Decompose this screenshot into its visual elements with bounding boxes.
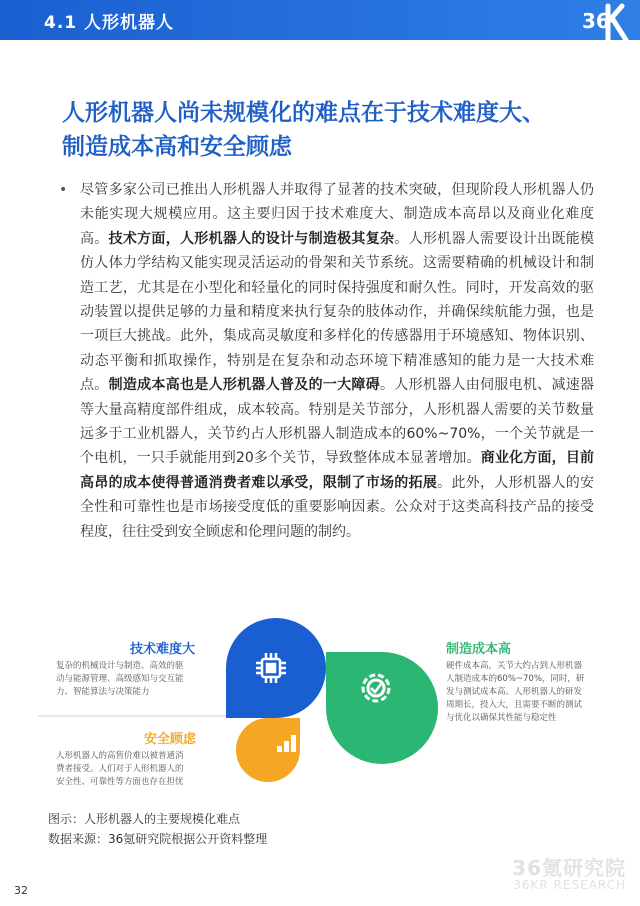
page-headline	[62, 96, 622, 164]
difficulty-figure	[0, 610, 640, 805]
body-text-2: 。人形机器人需要设计出既能模仿人体力学结构又能实现灵活运动的骨架和关节系统。这需要精确的机械设计和制造工艺，尤其是在小型化和轻量化的同时保持强度和耐久性。同时，开发高效的驱动装置以提供足够的力量和精度来执行复杂的肢体动作，并确保续航能力强，也是一项巨大挑战。此外，集成高灵敏度和多样化的传感器用于环境感知、物体识别、动态平衡和抓取操作，特别是在复杂和动态环境下精准感知的能力是一大技术难点。	[80, 230, 595, 394]
safety-petal	[236, 718, 300, 782]
page-number: 32	[14, 884, 28, 897]
cost-desc-line-5: 与优化以确保其性能与稳定性	[446, 713, 557, 723]
tech-desc-line-2: 动与能源管理、高级感知与交互能	[56, 674, 184, 684]
cost-desc-line-3: 发与测试成本高。人形机器人的研发	[446, 687, 583, 697]
body-paragraph	[80, 178, 594, 544]
section-title: 4.1 人形机器人	[44, 13, 175, 33]
headline-line-2: 制造成本高和安全顾虑	[62, 134, 292, 160]
body-text-3: 。人形机器人由伺服电机、减速器等大量高精度部件组成，成本较高。特别是关节部分，人形机器人需要的关节数量远多于工业机器人，关节约占人形机器人制造成本的60%~70%，一个关节就是一个电机，一只手就能用到20多个关节，导致整体成本显著增加。	[80, 377, 595, 467]
safety-desc-line-3: 安全性、可靠性等方面也存在担忧	[56, 777, 184, 787]
tech-description	[56, 660, 236, 699]
body-bold-commercial: 商业化方面，目前高昂的成本使得普通消费者难以承受，限制了市场的拓展	[80, 450, 594, 491]
body-bold-cost: 制造成本高也是人形机器人普及的一大障碍	[108, 377, 381, 394]
tech-desc-line-3: 力、智能算法与决策能力	[56, 687, 150, 697]
watermark-en: 36KR RESEARCH	[513, 878, 626, 892]
safety-title: 安全顾虑	[144, 732, 197, 747]
header-bar	[0, 0, 640, 40]
cost-title: 制造成本高	[446, 642, 512, 657]
watermark-cn: 36氪研究院	[512, 856, 626, 880]
svg-text:36: 36	[582, 9, 610, 33]
safety-desc-line-1: 人形机器人的高售价难以被普通消	[56, 751, 184, 761]
36kr-logo	[560, 0, 630, 40]
safety-description	[56, 750, 236, 789]
cost-desc-line-1: 硬件成本高，关节大约占到人形机器	[446, 661, 583, 671]
body-bold-tech: 技术方面，人形机器人的设计与制造极其复杂	[108, 230, 395, 247]
data-source: 数据来源：36氪研究院根据公开资料整理	[48, 832, 268, 846]
cost-description	[446, 660, 616, 725]
tech-title: 技术难度大	[130, 642, 196, 657]
cost-desc-line-2: 人制造成本的60%~70%，同时，研	[446, 674, 585, 684]
body-text-1: 尽管多家公司已推出人形机器人并取得了显著的技术突破，但现阶段人形机器人仍未能实现大规模应用。这主要归因于技术难度大、制造成本高昂以及商业化难度高。	[80, 182, 594, 247]
safety-desc-line-2: 费者接受。人们对于人形机器人的	[56, 764, 184, 774]
cost-desc-line-4: 周期长，投入大，且需要不断的测试	[446, 700, 583, 710]
cost-petal	[326, 652, 438, 764]
figure-caption: 图示：人形机器人的主要规模化难点	[48, 812, 241, 826]
body-text-4: 。此外，人形机器人的安全性和可靠性也是市场接受度低的重要影响因素。公众对于这类高科技产品的接受程度，往往受到安全顾虑和伦理问题的制约。	[80, 474, 595, 540]
tech-desc-line-1: 复杂的机械设计与制造、高效的驱	[56, 661, 184, 671]
headline-line-1: 人形机器人尚未规模化的难点在于技术难度大、	[62, 100, 545, 126]
bullet-icon: •	[59, 182, 68, 198]
